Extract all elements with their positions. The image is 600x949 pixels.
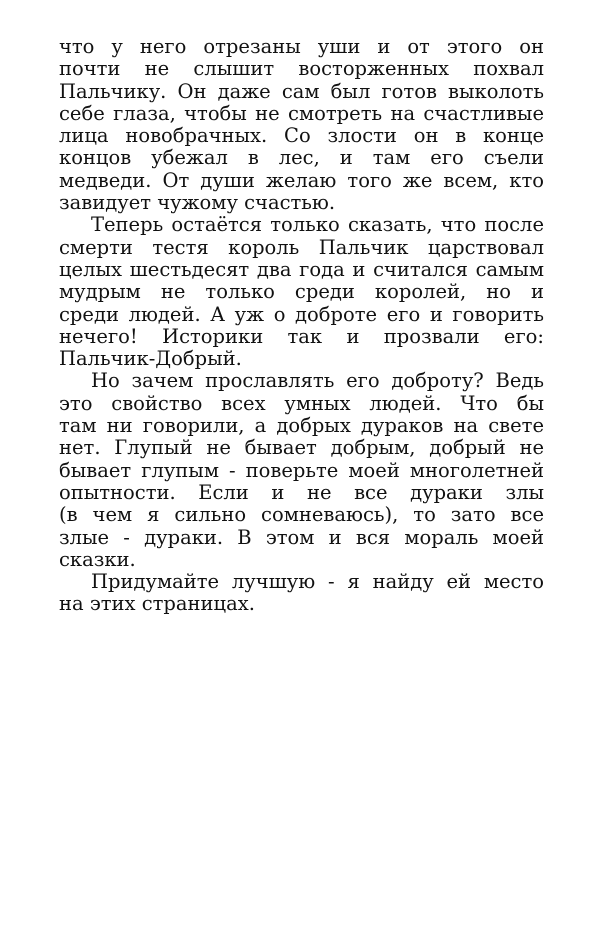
text-line: мудрым не только среди королей, но и bbox=[59, 281, 544, 304]
text-line: завидует чужому счастью. bbox=[59, 192, 336, 215]
text-line: лица новобрачных. Со злости он в конце bbox=[59, 125, 544, 148]
text-line: на этих страницах. bbox=[59, 593, 255, 616]
text-line: смерти тестя король Пальчик царствовал bbox=[59, 236, 544, 259]
book-page-text bbox=[59, 36, 544, 616]
text-line: среди людей. А уж о доброте его и говорить bbox=[59, 303, 544, 326]
text-line: нет. Глупый не бывает добрым, добрый не bbox=[59, 437, 544, 460]
text-line: себе глаза, чтобы не смотреть на счастливые bbox=[59, 102, 544, 125]
text-line: злые - дураки. В этом и вся мораль моей bbox=[59, 526, 544, 549]
text-line: опытности. Если и не все дураки злы bbox=[59, 481, 544, 504]
text-line: целых шестьдесят два года и считался самым bbox=[59, 258, 544, 281]
text-line: концов убежал в лес, и там его съели bbox=[59, 147, 544, 170]
text-line: (в чем я сильно сомневаюсь), то зато все bbox=[59, 504, 544, 527]
text-line: медведи. От души желаю того же всем, кто bbox=[59, 169, 544, 192]
text-line: сказки. bbox=[59, 548, 136, 571]
text-line: почти не слышит восторженных похвал bbox=[59, 58, 544, 81]
text-line: что у него отрезаны уши и от этого он bbox=[59, 36, 544, 58]
text-line: Но зачем прославлять его доброту? Ведь bbox=[91, 370, 544, 393]
text-line: Пальчик-Добрый. bbox=[59, 348, 242, 371]
text-line: бывает глупым - поверьте моей многолетней bbox=[59, 459, 544, 482]
text-line: нечего! Историки так и прозвали его: bbox=[59, 325, 544, 348]
text-line: это свойство всех умных людей. Что бы bbox=[59, 392, 544, 415]
text-line: Теперь остаётся только сказать, что после bbox=[91, 214, 544, 237]
text-line: там ни говорили, а добрых дураков на свете bbox=[59, 415, 544, 438]
text-line: Пальчику. Он даже сам был готов выколоть bbox=[59, 80, 544, 103]
text-line: Придумайте лучшую - я найду ей место bbox=[91, 571, 544, 594]
